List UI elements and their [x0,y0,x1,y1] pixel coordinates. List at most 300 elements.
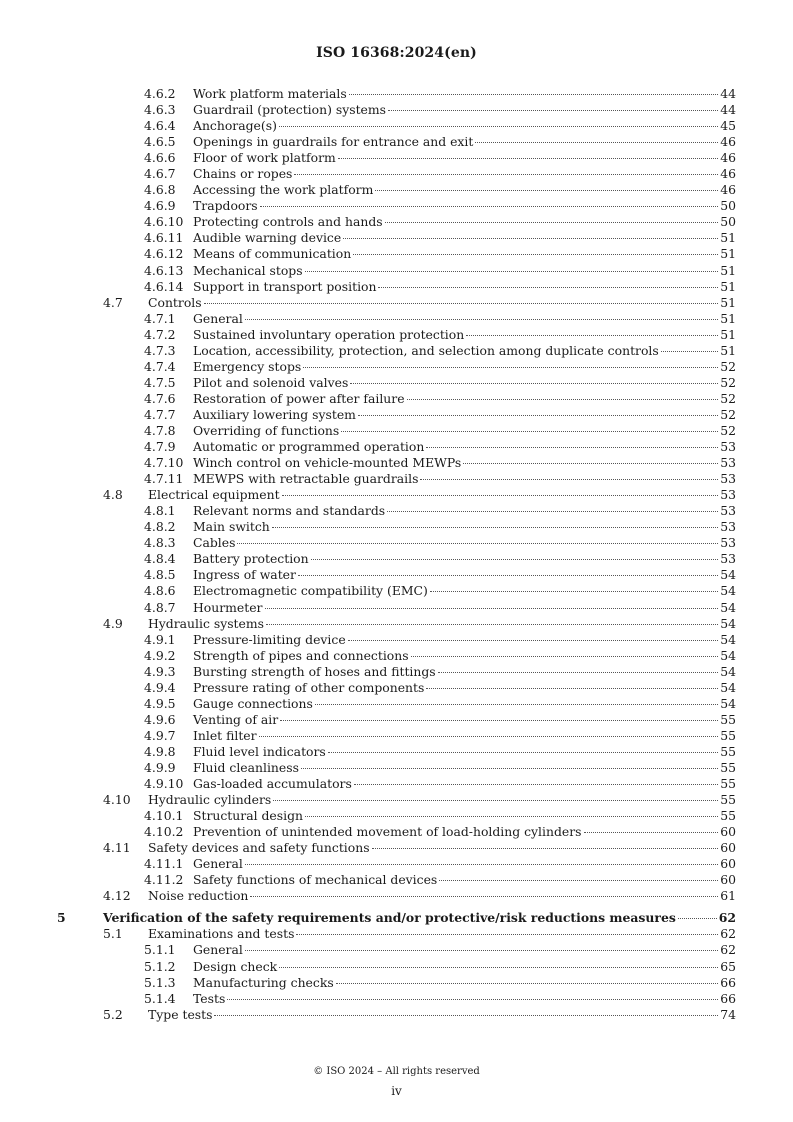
toc-entry-page: 52 [720,422,736,438]
toc-entry-title: General [193,856,243,872]
toc-entry[interactable] [0,503,793,519]
toc-entry-title: Verification of the safety requirements and/or protective/risk reductions measures [103,910,676,926]
toc-entry[interactable] [0,792,793,808]
toc-entry-page: 54 [720,599,736,615]
toc-entry-number: 4.6.11 [144,230,184,246]
dot-leader [343,238,718,239]
toc-entry[interactable] [0,487,793,503]
toc-entry-page: 52 [720,406,736,422]
toc-entry-line [148,295,736,311]
toc-entry-number: 4.9.7 [144,727,176,743]
dot-leader [463,463,718,464]
toc-entry-line [103,910,736,926]
toc-entry-title: Venting of air [193,711,279,727]
toc-entry-title: Location, accessibility, protection, and selection among duplicate controls [193,342,659,358]
toc-entry[interactable] [0,311,793,327]
toc-entry-number: 4.6.2 [144,86,176,101]
toc-entry[interactable] [0,664,793,680]
dot-leader [328,752,718,753]
toc-entry-title: Mechanical stops [193,262,303,278]
toc-entry-line [193,776,736,792]
toc-entry-number: 4.8.7 [144,599,176,615]
dot-leader [305,271,719,272]
toc-entry-title: Emergency stops [193,358,302,374]
toc-entry-number: 4.9.4 [144,679,176,695]
toc-entry-line [193,263,736,279]
toc-entry-title: Automatic or programmed operation [193,439,425,455]
toc-entry-page: 65 [720,958,736,974]
toc-entry-line [193,150,736,166]
dot-leader [227,999,718,1000]
toc-entry[interactable] [0,760,793,776]
toc-entry-line [193,975,736,991]
toc-entry-page: 55 [720,808,736,824]
toc-entry-page: 50 [720,198,736,214]
toc-entry-page: 50 [720,214,736,230]
toc-entry[interactable] [0,134,793,150]
dot-leader [388,110,718,111]
toc-entry-page: 62 [718,910,736,926]
toc-entry[interactable] [0,1007,793,1023]
dot-leader [273,800,718,801]
toc-entry-title: Safety functions of mechanical devices [193,872,438,888]
dot-leader [372,848,719,849]
toc-entry[interactable] [0,343,793,359]
toc-entry[interactable] [0,776,793,792]
toc-entry-title: Tests [193,990,226,1006]
dot-leader [338,158,718,159]
toc-entry-line [193,166,736,182]
toc-entry[interactable] [0,279,793,295]
toc-entry-page: 54 [720,567,736,583]
dot-leader [438,672,719,673]
toc-entry[interactable] [0,567,793,583]
toc-entry-page: 44 [720,102,736,118]
toc-entry-title: Electromagnetic compatibility (EMC) [193,583,428,599]
toc-entry[interactable] [0,632,793,648]
toc-entry-page: 52 [720,358,736,374]
toc-entry-number: 4.7.5 [144,374,176,390]
toc-entry[interactable] [0,872,793,888]
toc-entry[interactable] [0,471,793,487]
dot-leader [378,287,718,288]
dot-leader [305,816,718,817]
toc-entry-page: 53 [720,455,736,471]
toc-entry-number: 4.7.2 [144,326,176,342]
toc-entry-page: 54 [720,679,736,695]
toc-entry-line [193,279,736,295]
document-header: ISO 16368:2024(en) [316,45,477,61]
toc-entry-number: 4.6.4 [144,118,176,134]
toc-entry[interactable] [0,407,793,423]
toc-entry-line [148,888,736,904]
dot-leader [294,174,718,175]
toc-entry-title: Battery protection [193,551,309,567]
toc-entry-title: Accessing the work platform [193,182,374,198]
toc-entry-number: 4.12 [103,888,131,904]
toc-entry-line [193,327,736,343]
dot-leader [375,190,718,191]
dot-leader [358,415,718,416]
toc-entry-number: 4.6.14 [144,278,184,294]
toc-entry-page: 54 [720,631,736,647]
toc-entry-line [193,959,736,975]
toc-entry-line [148,792,736,808]
toc-entry-number: 4.7.1 [144,310,176,326]
dot-leader [411,656,719,657]
toc-entry[interactable] [0,263,793,279]
toc-entry-title: Structural design [193,808,303,824]
dot-leader [237,543,718,544]
toc-entry[interactable] [0,295,793,311]
dot-leader [385,222,719,223]
toc-entry[interactable] [0,942,793,958]
toc-entry-title: Openings in guardrails for entrance and exit [193,134,474,150]
toc-entry-number: 4.10.1 [144,808,184,824]
dot-leader [315,704,718,705]
toc-entry-number: 4.7.6 [144,390,176,406]
toc-entry-page: 54 [720,647,736,663]
toc-entry-page: 74 [720,1006,736,1022]
toc-entry-title: Winch control on vehicle-mounted MEWPs [193,455,462,471]
dot-leader [430,591,718,592]
toc-entry-number: 4.7.8 [144,422,176,438]
toc-entry-number: 4.8.2 [144,519,176,535]
toc-entry-page: 51 [720,294,736,310]
toc-entry-page: 51 [720,278,736,294]
dot-leader [204,303,719,304]
toc-entry-number: 4.9.8 [144,743,176,759]
toc-entry-page: 53 [720,487,736,503]
dot-leader [341,431,718,432]
dot-leader [426,688,718,689]
toc-entry-number: 4.8 [103,487,123,503]
toc-entry-page: 54 [720,615,736,631]
toc-entry-page: 53 [720,519,736,535]
toc-entry[interactable] [0,856,793,872]
toc-entry-page: 44 [720,86,736,101]
toc-entry-page: 55 [720,792,736,808]
toc-entry-line [193,712,736,728]
toc-entry[interactable] [0,246,793,262]
toc-entry[interactable] [0,959,793,975]
toc-entry-title: Ingress of water [193,567,296,583]
toc-entry-number: 4.9.6 [144,711,176,727]
toc-entry-line [193,872,736,888]
toc-entry-line [193,118,736,134]
dot-leader [282,495,719,496]
toc-entry-title: Hydraulic cylinders [148,792,272,808]
toc-entry-page: 51 [720,230,736,246]
toc-entry-title: Main switch [193,519,270,535]
toc-entry-line [148,1007,736,1023]
toc-entry-line [193,680,736,696]
toc-entry-title: Controls [148,294,202,310]
toc-entry[interactable] [0,439,793,455]
toc-entry-title: Restoration of power after failure [193,390,405,406]
toc-entry-line [193,471,736,487]
toc-entry-page: 51 [720,246,736,262]
dot-leader [584,832,719,833]
toc-entry[interactable] [0,102,793,118]
toc-entry-number: 4.9.2 [144,647,176,663]
dot-leader [661,351,718,352]
toc-entry[interactable] [0,359,793,375]
toc-entry-number: 4.8.6 [144,583,176,599]
toc-entry-number: 5.2 [103,1006,123,1022]
toc-entry[interactable] [0,327,793,343]
toc-entry-title: Pilot and solenoid valves [193,374,349,390]
page-number: iv [391,1084,402,1098]
toc-entry-title: Safety devices and safety functions [148,840,370,856]
toc-entry-title: Fluid level indicators [193,743,326,759]
toc-entry-title: Noise reduction [148,888,249,904]
toc-entry[interactable] [0,551,793,567]
dot-leader [303,367,718,368]
toc-entry-number: 4.11.2 [144,872,184,888]
toc-entry-number: 4.7.4 [144,358,176,374]
toc-entry-line [193,311,736,327]
toc-entry[interactable] [0,455,793,471]
dot-leader [475,142,718,143]
dot-leader [439,880,718,881]
toc-entry-line [193,198,736,214]
toc-entry-title: Anchorage(s) [193,118,277,134]
toc-entry-page: 53 [720,551,736,567]
toc-entry-line [193,942,736,958]
toc-entry-page: 46 [720,150,736,166]
toc-entry[interactable] [0,86,793,102]
toc-entry-line [193,439,736,455]
toc-entry-title: Type tests [148,1006,213,1022]
dot-leader [426,447,718,448]
toc-entry[interactable] [0,991,793,1007]
toc-entry-number: 5.1 [103,926,123,942]
toc-entry-line [193,567,736,583]
toc-entry[interactable] [0,391,793,407]
toc-entry-title: Hourmeter [193,599,263,615]
toc-entry[interactable] [0,519,793,535]
toc-entry-line [193,991,736,1007]
toc-entry-page: 46 [720,182,736,198]
toc-entry-page: 45 [720,118,736,134]
toc-entry-number: 4.6.10 [144,214,184,230]
toc-entry[interactable] [0,118,793,134]
toc-entry-number: 4.7.3 [144,342,176,358]
dot-leader [259,736,719,737]
toc-entry-title: Prevention of unintended movement of load-holding cylinders [193,824,582,840]
toc-entry-title: Audible warning device [193,230,342,246]
toc-entry-title: Means of communication [193,246,352,262]
toc-entry-line [193,551,736,567]
toc-entry[interactable] [0,824,793,840]
toc-entry-line [193,744,736,760]
toc-entry[interactable] [0,728,793,744]
toc-entry[interactable] [0,583,793,599]
toc-entry[interactable] [0,600,793,616]
toc-entry-line [193,375,736,391]
dot-leader [349,94,719,95]
toc-entry[interactable] [0,975,793,991]
toc-entry-page: 51 [720,342,736,358]
toc-entry-number: 4.9.5 [144,695,176,711]
toc-entry-number: 4.6.3 [144,102,176,118]
toc-entry-page: 53 [720,439,736,455]
toc-entry-number: 5.1.1 [144,942,176,958]
toc-entry-number: 4.6.6 [144,150,176,166]
dot-leader [353,254,718,255]
toc-entry-page: 54 [720,695,736,711]
toc-entry-line [148,487,736,503]
toc-entry-line [193,648,736,664]
toc-entry-line [193,583,736,599]
dot-leader [296,934,718,935]
toc-entry-line [193,391,736,407]
toc-entry-line [193,503,736,519]
toc-entry-line [193,664,736,680]
toc-entry[interactable] [0,198,793,214]
dot-leader [466,335,718,336]
toc-entry-title: MEWPS with retractable guardrails [193,471,419,487]
toc-entry-page: 60 [720,872,736,888]
toc-entry-line [193,808,736,824]
copyright-notice: © ISO 2024 – All rights reserved [313,1066,480,1077]
dot-leader [407,399,719,400]
toc-entry-title: Bursting strength of hoses and fittings [193,663,436,679]
toc-entry-page: 53 [720,503,736,519]
toc-entry[interactable] [0,910,793,926]
toc-entry[interactable] [0,840,793,856]
toc-entry-page: 51 [720,262,736,278]
toc-entry-line [193,856,736,872]
toc-entry-line [193,519,736,535]
toc-entry-number: 5 [57,910,66,926]
toc-entry-line [193,214,736,230]
toc-entry[interactable] [0,535,793,551]
dot-leader [336,983,719,984]
toc-entry-page: 60 [720,840,736,856]
toc-entry-number: 4.7.7 [144,406,176,422]
toc-entry-title: Trapdoors [193,198,258,214]
toc-entry-line [193,600,736,616]
toc-entry-number: 4.9 [103,615,123,631]
table-of-contents [0,86,793,1023]
toc-entry[interactable] [0,808,793,824]
toc-entry-page: 60 [720,856,736,872]
toc-entry-line [193,246,736,262]
dot-leader [420,479,718,480]
dot-leader [245,864,718,865]
toc-entry[interactable] [0,926,793,942]
toc-entry[interactable] [0,423,793,439]
dot-leader [279,967,718,968]
toc-entry-page: 54 [720,583,736,599]
toc-entry-number: 4.6.13 [144,262,184,278]
toc-entry-line [148,616,736,632]
toc-entry-page: 51 [720,310,736,326]
dot-leader [245,950,718,951]
toc-entry-line [193,696,736,712]
toc-entry-line [193,632,736,648]
toc-entry-line [193,343,736,359]
toc-entry[interactable] [0,166,793,182]
toc-entry-page: 46 [720,134,736,150]
toc-entry-title: Inlet filter [193,727,257,743]
toc-entry-title: Guardrail (protection) systems [193,102,386,118]
toc-entry-page: 52 [720,374,736,390]
toc-entry[interactable] [0,648,793,664]
dot-leader [265,608,719,609]
toc-entry-line [193,824,736,840]
toc-entry-page: 46 [720,166,736,182]
dot-leader [260,206,719,207]
toc-entry-page: 53 [720,471,736,487]
toc-entry-title: Strength of pipes and connections [193,647,409,663]
dot-leader [354,784,718,785]
toc-entry[interactable] [0,744,793,760]
toc-entry[interactable] [0,712,793,728]
toc-entry[interactable] [0,214,793,230]
toc-entry-number: 5.1.4 [144,990,176,1006]
dot-leader [311,559,719,560]
toc-entry-number: 4.6.12 [144,246,184,262]
toc-entry-page: 62 [720,926,736,942]
toc-entry[interactable] [0,150,793,166]
dot-leader [250,896,718,897]
toc-entry-page: 61 [720,888,736,904]
toc-entry-line [193,182,736,198]
dot-leader [301,768,718,769]
toc-entry-line [193,423,736,439]
toc-entry-number: 4.8.3 [144,535,176,551]
toc-entry-title: Fluid cleanliness [193,759,299,775]
toc-entry-line [148,840,736,856]
toc-entry-line [193,535,736,551]
toc-entry-page: 55 [720,759,736,775]
toc-entry-title: Work platform materials [193,86,347,101]
dot-leader [350,383,718,384]
toc-entry[interactable] [0,888,793,904]
toc-entry-number: 4.6.7 [144,166,176,182]
dot-leader [279,126,718,127]
toc-entry-title: Gas-loaded accumulators [193,776,352,792]
dot-leader [298,575,718,576]
dot-leader [678,918,717,919]
toc-entry-number: 4.8.5 [144,567,176,583]
toc-entry-line [193,359,736,375]
toc-entry-page: 66 [720,974,736,990]
toc-entry-number: 4.7.11 [144,471,184,487]
toc-entry-line [193,134,736,150]
toc-entry[interactable] [0,375,793,391]
toc-entry-number: 4.7.9 [144,439,176,455]
toc-entry[interactable] [0,680,793,696]
toc-entry-number: 4.9.10 [144,776,184,792]
toc-entry[interactable] [0,230,793,246]
toc-entry-title: Support in transport position [193,278,377,294]
dot-leader [348,640,719,641]
toc-entry-number: 5.1.2 [144,958,176,974]
toc-entry[interactable] [0,182,793,198]
toc-entry-number: 4.8.1 [144,503,176,519]
toc-entry[interactable] [0,696,793,712]
toc-entry-title: Pressure-limiting device [193,631,346,647]
toc-entry-title: Overriding of functions [193,422,340,438]
toc-entry-number: 4.10.2 [144,824,184,840]
toc-entry[interactable] [0,616,793,632]
toc-entry-title: Manufacturing checks [193,974,334,990]
toc-entry-title: Relevant norms and standards [193,503,386,519]
